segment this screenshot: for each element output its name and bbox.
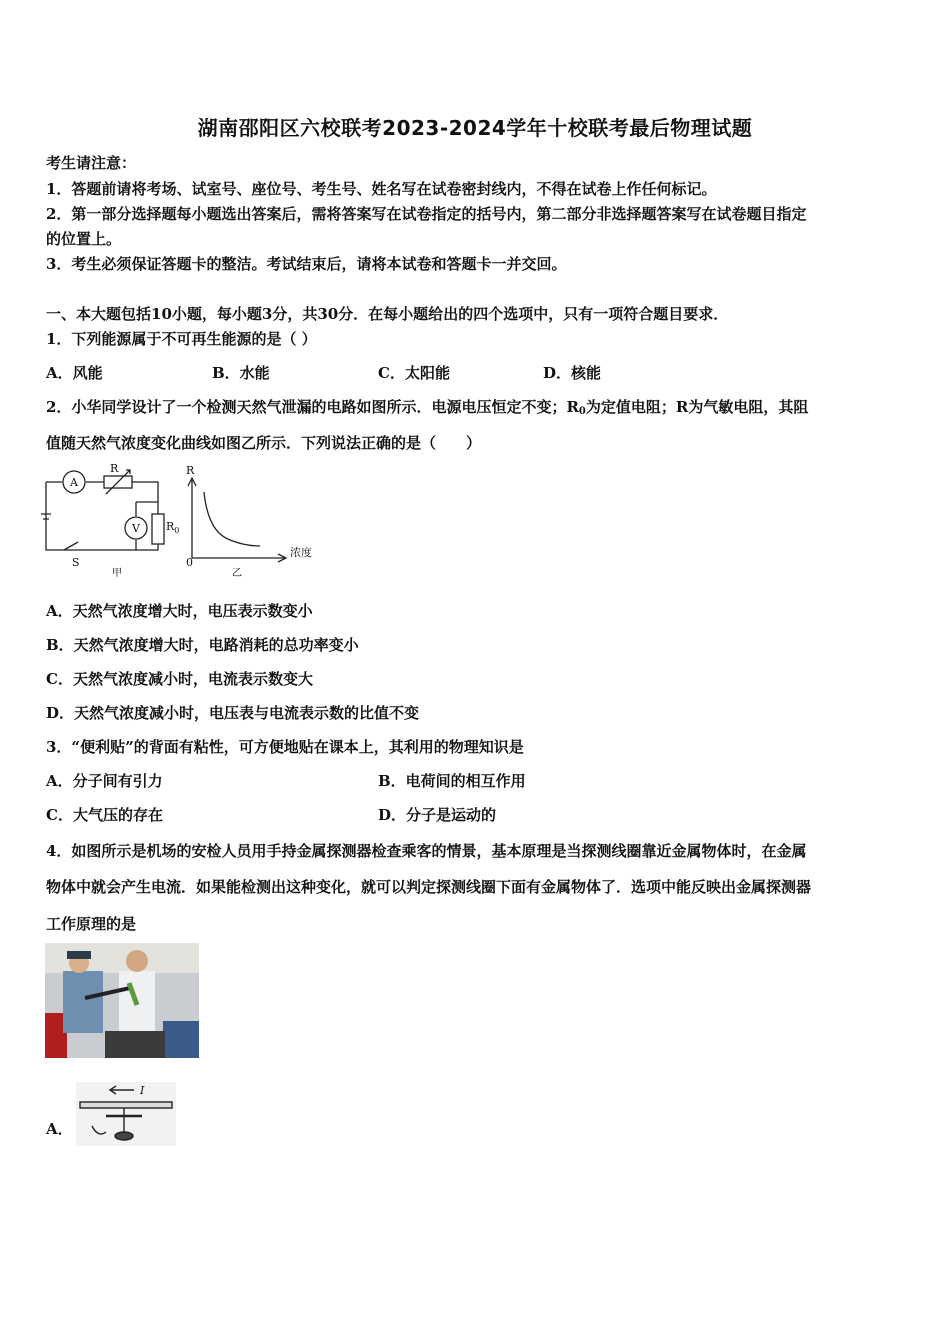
q1-stem: 1．下列能源属于不可再生能源的是（ ） (46, 330, 317, 348)
q4-option-a-figure (76, 1082, 176, 1146)
page-title: 湖南邵阳区六校联考2023-2024学年十校联考最后物理试题 (197, 116, 753, 140)
r0-label (166, 520, 179, 535)
q2-stem-subscript: 0 (578, 406, 586, 417)
q3-option-a: A．分子间有引力 (46, 772, 163, 790)
q1-option-b: B．水能 (212, 364, 270, 382)
fixed-resistor-r0 (152, 514, 164, 544)
resistance-curve (204, 492, 260, 546)
security-check-photo (45, 943, 199, 1058)
q3-option-b: B．电荷间的相互作用 (378, 772, 526, 790)
graph-origin: 0 (186, 556, 193, 569)
caption-jia: 甲 (112, 568, 122, 579)
voltmeter-label: V (132, 522, 140, 535)
caption-yi: 乙 (232, 568, 242, 579)
q2-stem-line-1 (46, 396, 808, 417)
switch-blade (64, 542, 78, 550)
q2-option-a: A．天然气浓度增大时，电压表示数变小 (46, 602, 313, 620)
q2-option-d: D．天然气浓度减小时，电压表与电流表示数的比值不变 (46, 704, 420, 722)
q2-figure (40, 462, 330, 580)
q4-stem-line-2: 物体中就会产生电流．如果能检测出这种变化，就可以判定探测线圈下面有金属物体了．选项中能反映出金属探测器 (46, 878, 812, 896)
graph-x-label: 浓度 (290, 546, 312, 559)
notice-item-2-line-2: 的位置上。 (46, 230, 122, 248)
r0-letter: R (166, 520, 175, 533)
resistor-label: R (110, 462, 119, 475)
q2-stem-part-1: 2．小华同学设计了一个检测天然气泄漏的电路如图所示．电源电压恒定不变；R (46, 398, 579, 416)
graph-y-label: R (186, 464, 195, 477)
notice-item-3: 3．考生必须保证答题卡的整洁。考试结束后，请将本试卷和答题卡一并交回。 (46, 255, 567, 273)
conductor-rod (80, 1102, 172, 1108)
circuit-wire (46, 482, 158, 550)
graph-axes (192, 480, 285, 558)
q4-stem-line-1: 4．如图所示是机场的安检人员用手持金属探测器检查乘客的情景，基本原理是当探测线圈靠近金属物体时，在金属 (46, 842, 807, 860)
current-label: I (140, 1084, 145, 1097)
notice-item-1: 1．答题前请将考场、试室号、座位号、考生号、姓名写在试卷密封线内，不得在试卷上作任何标记。 (46, 180, 717, 198)
q2-option-b: B．天然气浓度增大时，电路消耗的总功率变小 (46, 636, 359, 654)
q4-stem-line-3: 工作原理的是 (46, 915, 137, 933)
q4-option-a-label: A． (46, 1120, 73, 1138)
q1-option-a: A．风能 (46, 364, 103, 382)
notice-heading: 考生请注意： (46, 154, 137, 172)
q2-stem-part-2: 为定值电阻；R为气敏电阻，其阻 (585, 398, 809, 416)
q1-option-d: D．核能 (543, 364, 602, 382)
q3-option-c: C．大气压的存在 (46, 806, 163, 824)
q1-option-c: C．太阳能 (378, 364, 450, 382)
switch-label: S (72, 556, 80, 569)
ammeter-label: A (70, 476, 78, 489)
q3-stem: 3．“便利贴”的背面有粘性，可方便地贴在课本上，其利用的物理知识是 (46, 738, 524, 756)
r0-subscript: 0 (174, 526, 180, 535)
q3-option-d: D．分子是运动的 (378, 806, 497, 824)
section-heading: 一、本大题包括10小题，每小题3分，共30分．在每小题给出的四个选项中，只有一项符合题目要求． (46, 305, 729, 323)
q2-stem-line-2: 值随天然气浓度变化曲线如图乙所示．下列说法正确的是（ ） (46, 434, 482, 452)
q2-option-c: C．天然气浓度减小时，电流表示数变大 (46, 670, 313, 688)
needle-base (115, 1132, 133, 1140)
notice-item-2-line-1: 2．第一部分选择题每小题选出答案后，需将答案写在试卷指定的括号内，第二部分非选择题答案写在试卷题目指定 (46, 205, 807, 223)
